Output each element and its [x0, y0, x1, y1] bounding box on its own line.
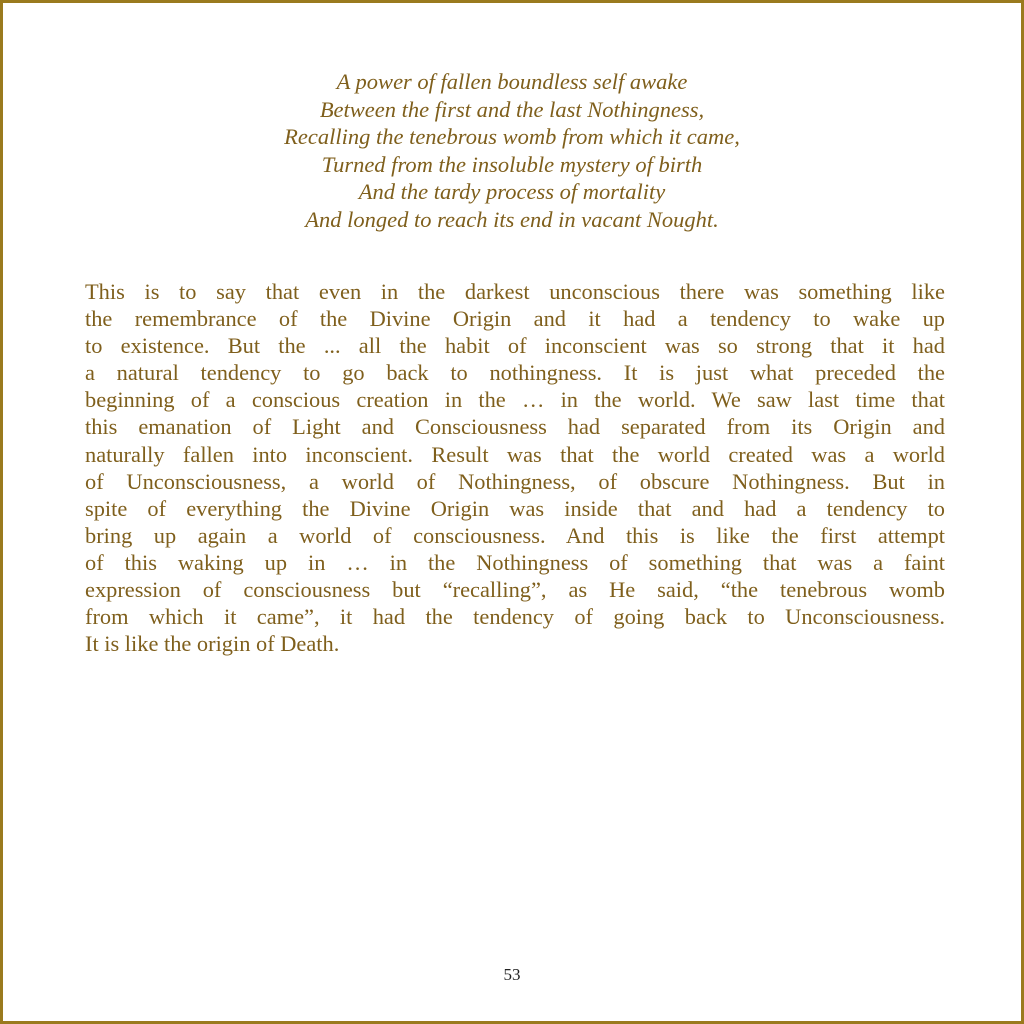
- paragraph-line: bring up again a world of consciousness. And this is like the first attempt: [85, 522, 945, 548]
- paragraph-line: a natural tendency to go back to nothingness. It is just what preceded the: [85, 360, 945, 386]
- paragraph-line: from which it came”, it had the tendency of going back to Unconsciousness.: [85, 604, 945, 630]
- paragraph-line: spite of everything the Divine Origin was inside that and had a tendency to: [85, 495, 945, 521]
- paragraph-line: of this waking up in … in the Nothingness of something that was a faint: [85, 549, 945, 575]
- paragraph-line: this emanation of Light and Consciousness had separated from its Origin and: [85, 414, 945, 440]
- poem-line: Turned from the insoluble mystery of birth: [321, 151, 703, 177]
- poem-quote: [83, 68, 941, 233]
- paragraph-line: expression of consciousness but “recalling”, as He said, “the tenebrous womb: [85, 577, 945, 603]
- poem-line: A power of fallen boundless self awake: [336, 69, 688, 94]
- poem-line: And longed to reach its end in vacant Nought.: [305, 206, 719, 232]
- paragraph-line: It is like the origin of Death.: [85, 631, 340, 657]
- commentary-paragraph: [85, 278, 945, 657]
- poem-line: Recalling the tenebrous womb from which it came,: [284, 124, 740, 149]
- poem-line: Between the first and the last Nothingness,: [319, 96, 705, 122]
- paragraph-line: to existence. But the ... all the habit of inconscient was so strong that it had: [85, 333, 945, 359]
- paragraph-line: of Unconsciousness, a world of Nothingness, of obscure Nothingness. But in: [85, 468, 945, 494]
- page-number: 53: [503, 965, 521, 984]
- poem-line: And the tardy process of mortality: [358, 179, 666, 204]
- paragraph-line: naturally fallen into inconscient. Result was that the world created was a world: [85, 441, 945, 467]
- paragraph-line: This is to say that even in the darkest unconscious there was something like: [85, 279, 945, 304]
- paragraph-line: beginning of a conscious creation in the … in the world. We saw last time that: [85, 387, 945, 413]
- paragraph-line: the remembrance of the Divine Origin and it had a tendency to wake up: [85, 306, 945, 332]
